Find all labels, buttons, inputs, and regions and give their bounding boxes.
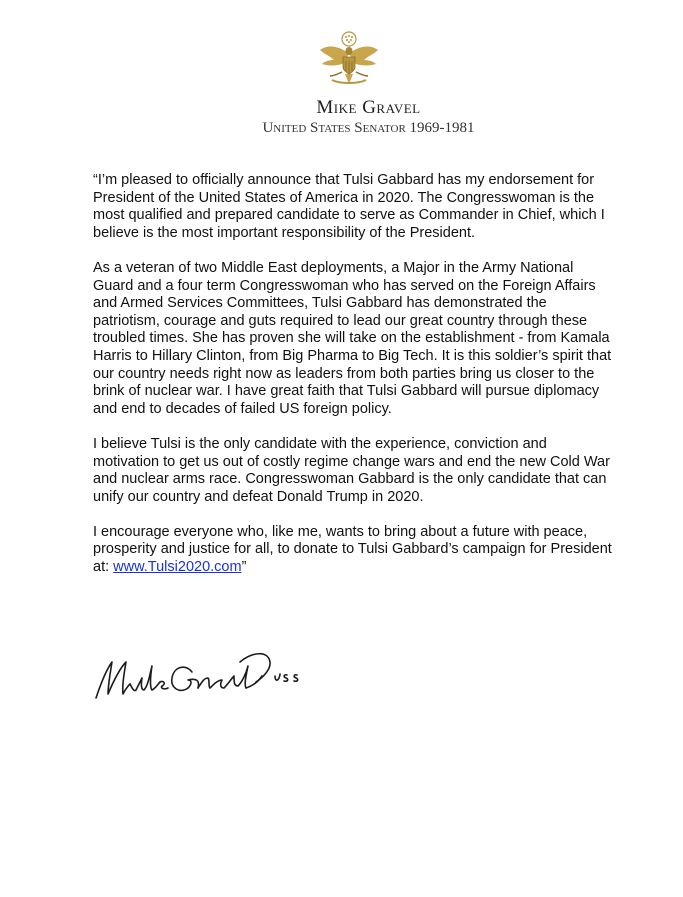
sender-name: Mike Gravel [316, 97, 421, 118]
paragraph-4-text: I encourage everyone who, like me, wants to bring about a future with peace, prosperity and justice for all, to donate to Tulsi Gabbard’s campaign for President at: [93, 523, 612, 576]
closing-quote: ” [241, 559, 247, 576]
letter-body [93, 172, 613, 594]
sender-title: United States Senator 1969-1981 [262, 120, 475, 136]
paragraph-4 [93, 524, 613, 577]
paragraph-2: As a veteran of two Middle East deployments, a Major in the Army National Guard and a four term Congresswoman who has served on the Foreign Affairs and Armed Services Committees, Tulsi Gabbard has demonstrated the patriotism, courage and guts required to lead our great country through these troubled times. She has proven she will take on the establishment - from Kamala Harris to Hillary Clinton, from Big Pharma to Big Tech. It is this soldier’s spirit that our country needs right now as leaders from both parties bring us closer to the brink of nuclear war. I have great faith that Tulsi Gabbard will pursue diplomacy and end to decades of failed US foreign policy. [93, 259, 612, 417]
eagle-seal-icon [312, 30, 386, 92]
paragraph-1: “I’m pleased to officially announce that Tulsi Gabbard has my endorsement for President of the United States of America in 2020. The Congresswoman is the most qualified and prepared candidate to serve as Commander in Chief, which I believe is the most important responsibility of the President. [93, 172, 605, 241]
handwritten-signature [92, 648, 307, 708]
letterhead [0, 0, 683, 140]
campaign-link[interactable]: www.Tulsi2020.com [113, 559, 242, 576]
paragraph-3: I believe Tulsi is the only candidate with the experience, conviction and motivation to get us out of costly regime change wars and end the new Cold War and nuclear arms race. Congresswoman Gabbard is the only candidate that can unify our country and defeat Donald Trump in 2020. [93, 435, 610, 505]
